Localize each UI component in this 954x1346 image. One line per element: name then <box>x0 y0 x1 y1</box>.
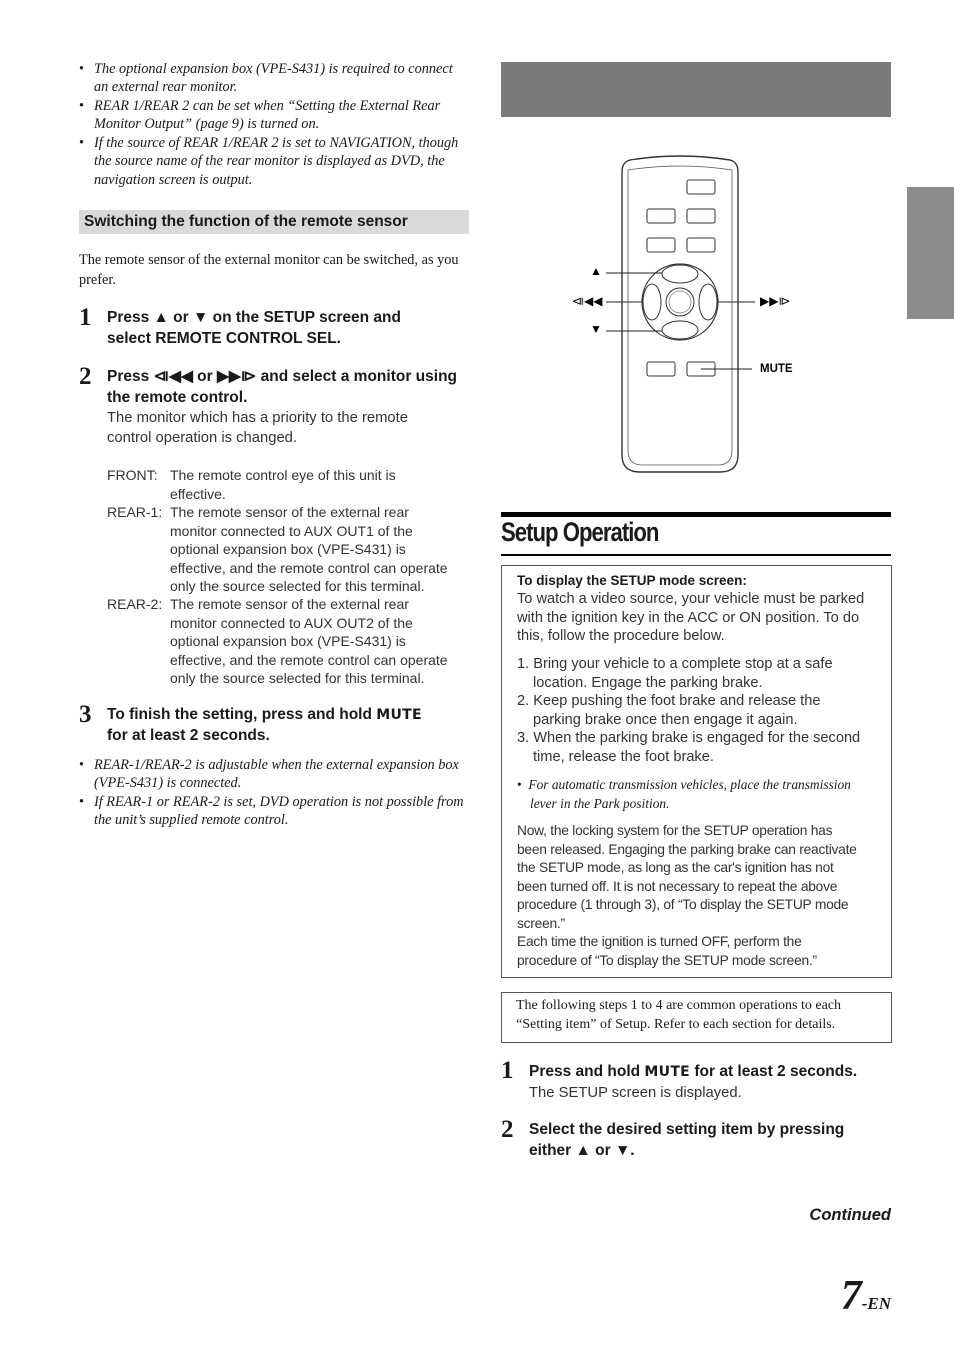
step-title: Select the desired setting item by pressing either ▲ or ▼. <box>529 1121 845 1159</box>
step-number: 2 <box>79 363 92 390</box>
option-rear-1: REAR-1: The remote sensor of the external rear monitor connected to AUX OUT1 of the optional expansion box (VPE-S431) is effective, and the remote control can operate only the source selected for this terminal. <box>107 504 448 595</box>
box-steps: 1. Bring your vehicle to a complete stop at a safe location. Engage the parking brake. 2. Keep pushing the foot brake and release the parking brake once then engage it again. 3. When the parking brake is engaged for the second time, release the foot brake. <box>517 656 861 765</box>
section-tab <box>907 187 954 319</box>
enter-button <box>666 288 694 316</box>
option-front: FRONT: The remote control eye of this unit is effective. <box>107 467 396 502</box>
note-item: • REAR 1/REAR 2 can be set when “Setting the External Rear Monitor Output” (page 9) is turned on. <box>79 98 441 133</box>
intro-paragraph: The remote sensor of the external monitor can be switched, as you prefer. <box>79 252 459 288</box>
box-heading: To display the SETUP mode screen: <box>517 573 747 588</box>
note-item: • If REAR-1 or REAR-2 is set, DVD operation is not possible from the unit’s supplied remote control. <box>79 794 464 829</box>
down-button <box>662 321 698 339</box>
step-title: To finish the setting, press and hold MUTE for at least 2 seconds. <box>107 706 422 744</box>
step-number: 3 <box>79 701 92 728</box>
info-box <box>501 565 892 978</box>
down-label: ▼ <box>590 322 602 336</box>
prev-button <box>643 284 661 320</box>
subsection-heading <box>79 210 469 234</box>
next-label: ▶▶⧐ <box>760 294 791 308</box>
next-button <box>699 284 717 320</box>
header-bar <box>501 62 891 117</box>
remote-button <box>687 209 715 223</box>
remote-button <box>647 362 675 376</box>
step-description: The monitor which has a priority to the remote control operation is changed. <box>107 410 409 446</box>
step-description: The SETUP screen is displayed. <box>529 1085 742 1101</box>
step-number: 1 <box>79 304 92 331</box>
subsection-title: Switching the function of the remote sensor <box>84 213 408 230</box>
section-rule-bottom <box>501 554 891 556</box>
remote-button <box>687 238 715 252</box>
remote-button <box>647 209 675 223</box>
prev-label: ⧏◀◀ <box>572 294 603 308</box>
step-title: Press and hold MUTE for at least 2 seconds. <box>529 1063 858 1080</box>
step-number: 2 <box>501 1116 514 1143</box>
section-title: Setup Operation <box>501 517 659 547</box>
remote-button <box>687 180 715 194</box>
remote-button <box>647 238 675 252</box>
step-title: Press ▲ or ▼ on the SETUP screen and select REMOTE CONTROL SEL. <box>107 309 401 347</box>
box-note: • For automatic transmission vehicles, place the transmission lever in the Park position. <box>517 777 851 811</box>
note-item: • REAR-1/REAR-2 is adjustable when the external expansion box (VPE-S431) is connected. <box>79 757 459 792</box>
page-number: 7-EN <box>840 1273 891 1319</box>
remote-control-illustration <box>560 150 810 480</box>
option-rear-2: REAR-2: The remote sensor of the external rear monitor connected to AUX OUT2 of the optional expansion box (VPE-S431) is effective, and the remote control can operate only the source selected for this terminal. <box>107 596 448 687</box>
step-title: Press ⧏◀◀ or ▶▶⧐ and select a monitor using the remote control. <box>107 368 458 406</box>
continued-label: Continued <box>809 1206 891 1224</box>
mute-label: MUTE <box>760 363 793 375</box>
box-outro: Now, the locking system for the SETUP operation has been released. Engaging the parking brake can reactivate the SETUP mode, as long as the car's ignition has not been turned off. It is not necessary to repeat the above procedure (1 through 3), of “To display the SETUP mode screen.” Each time the ignition is turned OFF, perform the procedure of “To display the SETUP mode screen.” <box>517 823 857 968</box>
up-button <box>662 265 698 283</box>
box-intro: To watch a video source, your vehicle must be parked with the ignition key in the ACC or ON position. To do this, follow the procedure below. <box>517 591 865 645</box>
common-steps-text: The following steps 1 to 4 are common operations to each “Setting item” of Setup. Refer to each section for details. <box>516 998 842 1032</box>
step-number: 1 <box>501 1057 514 1084</box>
note-item: • The optional expansion box (VPE-S431) is required to connect an external rear monitor. <box>79 61 453 96</box>
common-steps-box <box>501 992 892 1043</box>
note-item: • If the source of REAR 1/REAR 2 is set to NAVIGATION, though the source name of the rear monitor is displayed as DVD, the navigation screen is output. <box>79 135 459 188</box>
up-label: ▲ <box>590 264 602 278</box>
